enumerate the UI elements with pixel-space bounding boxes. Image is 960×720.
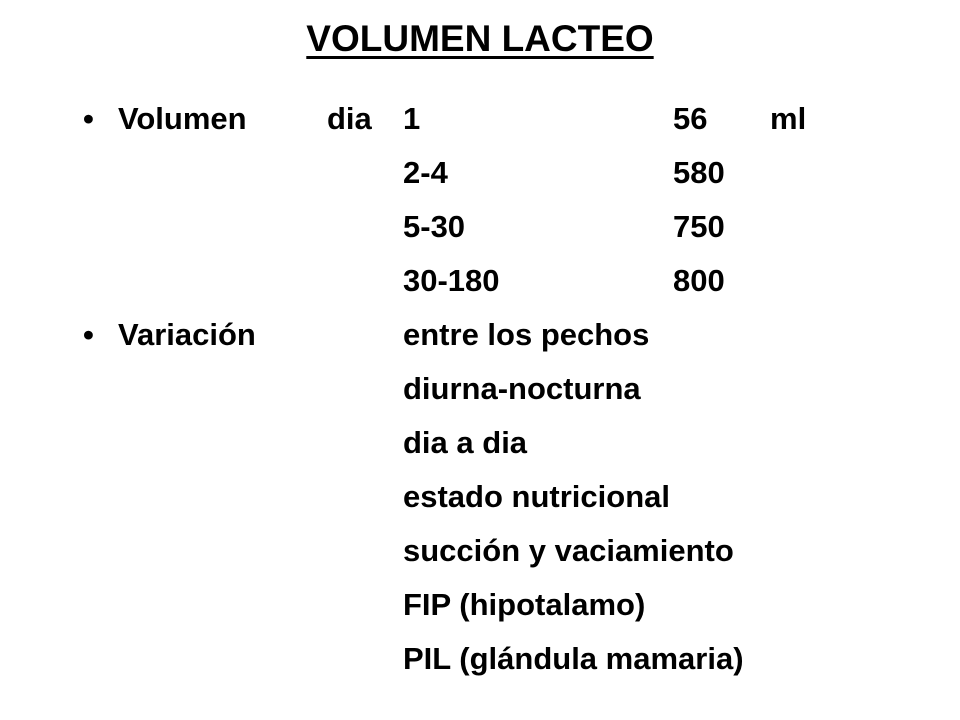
volumen-value: 750 (673, 209, 725, 244)
volumen-label: Volumen (118, 101, 247, 136)
variacion-item: FIP (hipotalamo) (403, 587, 646, 622)
variacion-item: dia a dia (403, 425, 528, 460)
volumen-value: 580 (673, 155, 725, 190)
bullet-volumen (83, 92, 94, 146)
slide-title: VOLUMEN LACTEO (306, 18, 654, 59)
volumen-unit: ml (770, 101, 807, 136)
variacion-item: entre los pechos (403, 317, 650, 352)
variacion-label: Variación (118, 317, 256, 352)
volumen-range: 2-4 (403, 155, 448, 190)
dia-label: dia (327, 101, 372, 136)
volumen-value: 56 (673, 101, 708, 136)
variacion-item: succión y vaciamiento (403, 533, 734, 568)
bullet-variacion (83, 308, 94, 362)
volumen-value: 800 (673, 263, 725, 298)
variacion-item: estado nutricional (403, 479, 670, 514)
volumen-range: 1 (403, 101, 421, 136)
volumen-range: 30-180 (403, 263, 500, 298)
variacion-item: diurna-nocturna (403, 371, 641, 406)
volumen-range: 5-30 (403, 209, 466, 244)
variacion-item: PIL (glándula mamaria) (403, 641, 744, 676)
